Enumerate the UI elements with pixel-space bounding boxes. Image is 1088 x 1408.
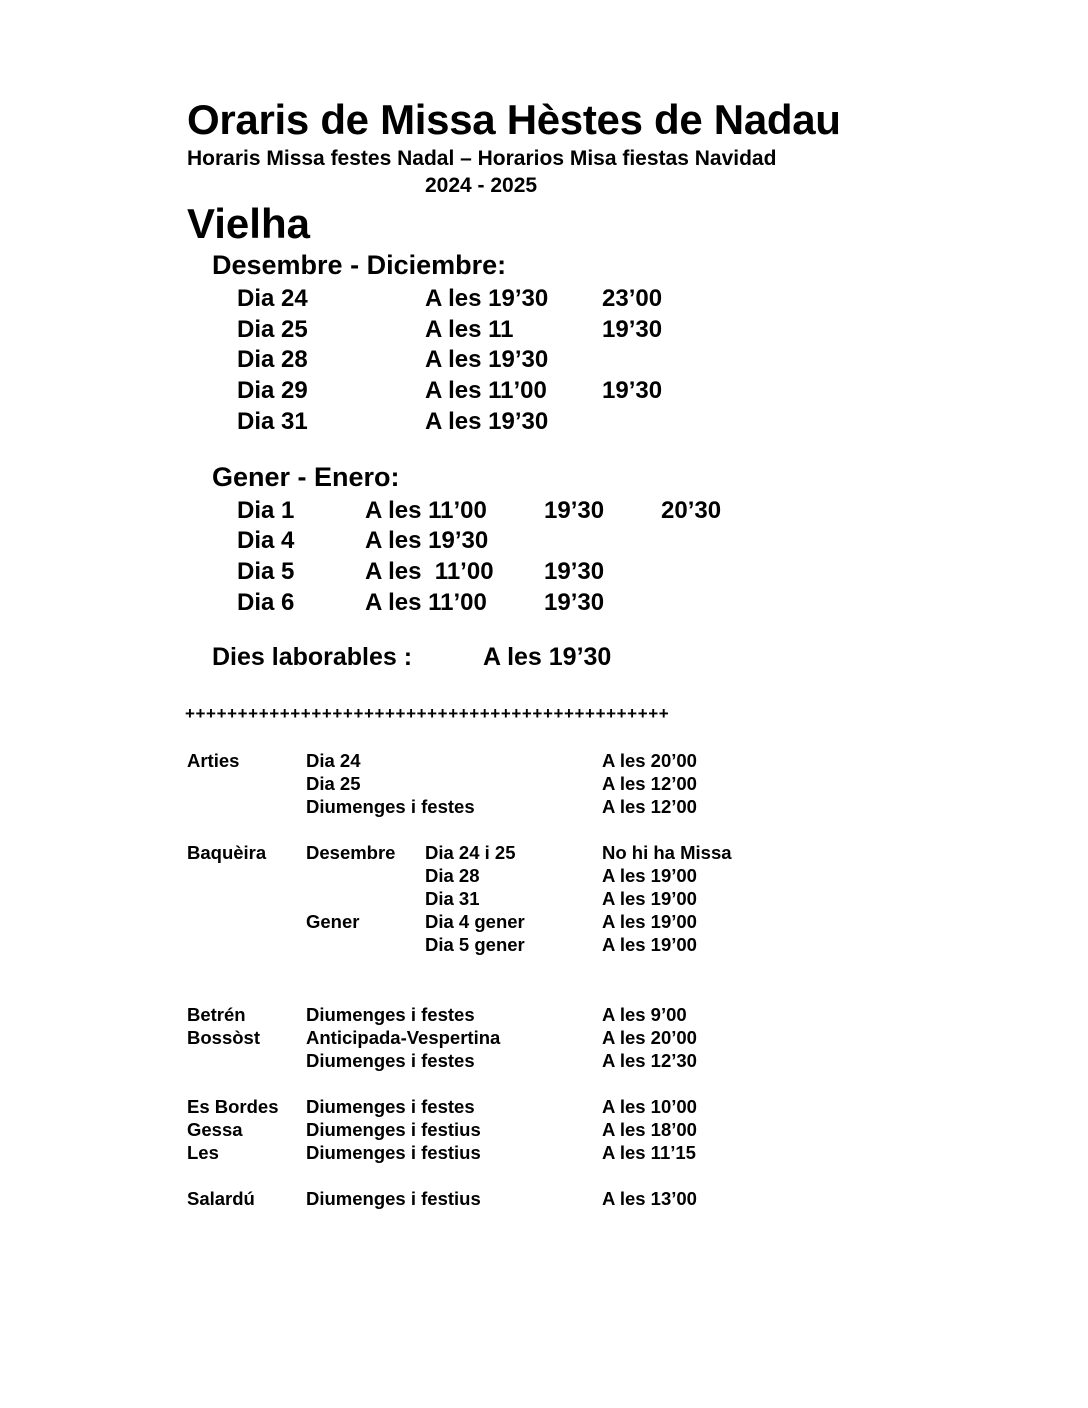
service-time: A les 18’00 — [602, 1119, 697, 1140]
service-detail: Anticipada-Vespertina — [306, 1027, 501, 1048]
schedule-time: A les 19’30 — [425, 285, 549, 312]
service-time: A les 12’00 — [602, 796, 697, 817]
weekdays-time: A les 19’30 — [483, 643, 612, 671]
service-time: A les 20’00 — [602, 750, 697, 771]
service-date: Dia 31 — [425, 888, 480, 909]
service-detail: Desembre — [306, 842, 396, 863]
page-subtitle: Horaris Missa festes Nadal – Horarios Misa fiestas Navidad — [187, 147, 777, 170]
service-detail: Dia 25 — [306, 773, 361, 794]
service-detail: Dia 24 — [306, 750, 361, 771]
schedule-day: Dia 25 — [237, 316, 308, 343]
schedule-time: 19’30 — [602, 377, 663, 404]
service-time: A les 12’00 — [602, 773, 697, 794]
schedule-time: A les 11 — [425, 316, 514, 343]
service-detail: Diumenges i festes — [306, 1096, 475, 1117]
service-date: Dia 4 gener — [425, 911, 525, 932]
village-name: Es Bordes — [187, 1096, 279, 1117]
weekdays-label: Dies laborables : — [212, 643, 413, 671]
village-name: Les — [187, 1142, 219, 1163]
schedule-day: Dia 5 — [237, 558, 295, 585]
service-date: Dia 28 — [425, 865, 480, 886]
schedule-time: A les 19’30 — [425, 408, 549, 435]
service-detail: Diumenges i festius — [306, 1119, 481, 1140]
service-time: A les 11’15 — [602, 1142, 696, 1163]
schedule-day: Dia 24 — [237, 285, 308, 312]
service-time: A les 19’00 — [602, 865, 697, 886]
town-heading-vielha: Vielha — [187, 200, 310, 247]
schedule-time: 23’00 — [602, 285, 663, 312]
month-heading-december: Desembre - Diciembre: — [212, 250, 507, 280]
schedule-day: Dia 4 — [237, 527, 295, 554]
service-time: A les 10’00 — [602, 1096, 697, 1117]
village-name: Baquèira — [187, 842, 267, 863]
schedule-time: A les 11’00 — [425, 377, 547, 404]
schedule-time: 19’30 — [544, 558, 605, 585]
schedule-time: A les 11’00 — [365, 558, 494, 585]
schedule-day: Dia 28 — [237, 346, 308, 373]
service-time: No hi ha Missa — [602, 842, 732, 863]
schedule-time: 19’30 — [544, 589, 605, 616]
village-name: Bossòst — [187, 1027, 260, 1048]
service-detail: Diumenges i festes — [306, 1004, 475, 1025]
schedule-time: A les 19’30 — [365, 527, 489, 554]
schedule-time: A les 11’00 — [365, 589, 487, 616]
schedule-day: Dia 1 — [237, 497, 295, 524]
schedule-time: 19’30 — [602, 316, 663, 343]
service-detail: Diumenges i festes — [306, 1050, 475, 1071]
service-time: A les 12’30 — [602, 1050, 697, 1071]
service-time: A les 19’00 — [602, 911, 697, 932]
service-detail: Diumenges i festius — [306, 1142, 481, 1163]
village-name: Arties — [187, 750, 240, 771]
service-detail: Diumenges i festes — [306, 796, 475, 817]
village-name: Betrén — [187, 1004, 246, 1025]
village-name: Salardú — [187, 1188, 255, 1209]
service-time: A les 19’00 — [602, 934, 697, 955]
service-time: A les 13’00 — [602, 1188, 697, 1209]
page-title: Oraris de Missa Hèstes de Nadau — [187, 96, 841, 143]
month-heading-january: Gener - Enero: — [212, 462, 400, 492]
service-date: Dia 24 i 25 — [425, 842, 516, 863]
schedule-time: A les 11’00 — [365, 497, 487, 524]
schedule-day: Dia 29 — [237, 377, 308, 404]
schedule-day: Dia 31 — [237, 408, 308, 435]
schedule-time: 19’30 — [544, 497, 605, 524]
year-range: 2024 - 2025 — [425, 174, 538, 197]
schedule-day: Dia 6 — [237, 589, 295, 616]
schedule-time: A les 19’30 — [425, 346, 549, 373]
service-time: A les 20’00 — [602, 1027, 697, 1048]
separator-line: ++++++++++++++++++++++++++++++++++++++++++++++ — [185, 704, 670, 723]
village-name: Gessa — [187, 1119, 243, 1140]
service-detail: Gener — [306, 911, 360, 932]
service-detail: Diumenges i festius — [306, 1188, 481, 1209]
service-date: Dia 5 gener — [425, 934, 525, 955]
schedule-time: 20’30 — [661, 497, 722, 524]
service-time: A les 9’00 — [602, 1004, 687, 1025]
service-time: A les 19’00 — [602, 888, 697, 909]
